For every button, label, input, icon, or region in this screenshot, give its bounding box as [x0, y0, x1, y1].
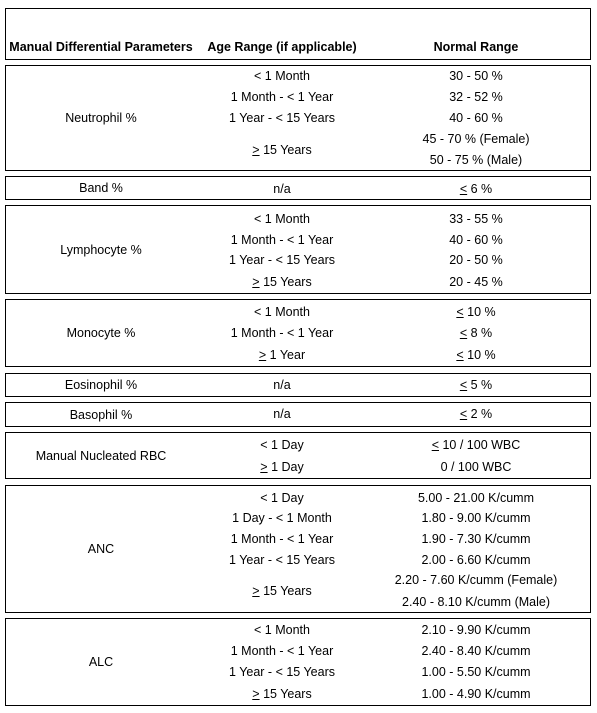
age-range: 1 Day - < 1 Month: [232, 511, 332, 525]
normal-range: 2.20 - 7.60 K/cumm (Female): [394, 573, 558, 587]
normal-range: 1.00 - 5.50 K/cumm: [421, 665, 531, 679]
normal-range: 5.00 - 21.00 K/cumm: [417, 491, 535, 505]
age-range-text: 15 Years: [263, 275, 312, 289]
age-range: 1 Month - < 1 Year: [230, 644, 334, 658]
ge-symbol: >: [258, 348, 267, 362]
age-range: 1 Month - < 1 Year: [230, 90, 334, 104]
normal-range: 1.90 - 7.30 K/cumm: [421, 532, 531, 546]
normal-range: [378, 375, 574, 395]
age-range-text: 15 Years: [263, 143, 312, 157]
age-range: [182, 140, 382, 160]
normal-range-text: 2 %: [470, 407, 493, 421]
normal-range: [378, 404, 574, 424]
normal-range-text: 8 %: [470, 326, 493, 340]
normal-range: [378, 435, 574, 455]
le-symbol: <: [459, 378, 468, 392]
normal-range: 50 - 75 % (Male): [429, 153, 523, 167]
table-row-basophil: [5, 402, 591, 427]
age-range: [182, 684, 382, 704]
table-row-neutrophil: [5, 65, 591, 171]
le-symbol: <: [431, 438, 439, 452]
table-row-band: [5, 176, 591, 200]
age-range: 1 Month - < 1 Year: [230, 532, 334, 546]
ge-symbol: >: [260, 460, 268, 474]
param-monocyte: Monocyte %: [66, 326, 136, 340]
age-range-text: 1 Year: [269, 348, 306, 362]
table-row-monocyte: [5, 299, 591, 367]
le-symbol: <: [456, 348, 464, 362]
param-band: Band %: [79, 181, 123, 195]
param-anc: ANC: [87, 542, 115, 556]
age-range: 1 Month - < 1 Year: [230, 326, 334, 340]
le-symbol: <: [456, 305, 464, 319]
age-range: [182, 457, 382, 477]
ge-symbol: >: [252, 275, 260, 289]
normal-range: 20 - 50 %: [449, 253, 503, 267]
normal-range: 40 - 60 %: [449, 111, 503, 125]
normal-range: 45 - 70 % (Female): [422, 132, 530, 146]
normal-range: [378, 179, 574, 199]
age-range: < 1 Month: [254, 69, 310, 83]
normal-range-text: 6 %: [470, 182, 493, 196]
normal-range: [378, 302, 574, 322]
normal-range: 33 - 55 %: [449, 212, 503, 226]
normal-range: 0 / 100 WBC: [440, 460, 512, 474]
ge-symbol: >: [252, 584, 260, 598]
param-lymphocyte: Lymphocyte %: [60, 242, 142, 257]
normal-range: 1.80 - 9.00 K/cumm: [421, 511, 531, 525]
normal-range: 2.40 - 8.10 K/cumm (Male): [402, 595, 550, 609]
age-range: [182, 272, 382, 292]
age-range: < 1 Month: [254, 212, 310, 226]
normal-range-text: 5 %: [470, 378, 493, 392]
age-range: n/a: [273, 182, 291, 196]
normal-range: 30 - 50 %: [449, 69, 503, 83]
normal-range: [378, 345, 574, 365]
age-range: 1 Year - < 15 Years: [229, 665, 335, 679]
header-parameters: [6, 9, 196, 59]
table-row-nucleated-rbc: [5, 432, 591, 479]
table-row-anc: [5, 485, 591, 613]
age-range: < 1 Day: [260, 438, 304, 452]
le-symbol: <: [459, 407, 468, 421]
age-range: < 1 Day: [260, 491, 304, 505]
age-range: < 1 Month: [254, 623, 310, 637]
param-eosinophil: Eosinophil %: [64, 378, 138, 392]
normal-range-text: 10 %: [467, 348, 496, 362]
age-range: < 1 Month: [254, 305, 310, 319]
header-age-range: [182, 9, 382, 59]
header-normal-range: [378, 9, 574, 59]
normal-range: 20 - 45 %: [449, 275, 503, 289]
age-range: [182, 581, 382, 601]
normal-range-text: 10 %: [467, 305, 496, 319]
age-range: 1 Year - < 15 Years: [229, 253, 335, 267]
header-age-range-label: Age Range (if applicable): [207, 40, 357, 54]
ge-symbol: >: [252, 143, 260, 157]
table-row-alc: [5, 618, 591, 706]
normal-range-text: 10 / 100 WBC: [442, 438, 521, 452]
param-neutrophil: Neutrophil %: [65, 111, 137, 125]
param-nucleated-rbc: Manual Nucleated RBC: [35, 448, 167, 463]
normal-range: 1.00 - 4.90 K/cumm: [421, 687, 531, 701]
ge-symbol: >: [252, 687, 260, 701]
table-row-lymphocyte: [5, 205, 591, 294]
normal-range: 2.10 - 9.90 K/cumm: [421, 623, 531, 637]
normal-range: 40 - 60 %: [449, 233, 503, 247]
age-range-text: 15 Years: [263, 687, 312, 701]
age-range-text: 15 Years: [263, 584, 312, 598]
table-header: [5, 8, 591, 60]
param-basophil: Basophil %: [69, 407, 133, 422]
age-range: 1 Month - < 1 Year: [230, 233, 334, 247]
header-normal-range-label: Normal Range: [433, 40, 519, 54]
age-range: n/a: [273, 378, 291, 392]
normal-range: 2.40 - 8.40 K/cumm: [421, 644, 531, 658]
age-range: n/a: [273, 407, 291, 421]
table-row-eosinophil: [5, 373, 591, 397]
le-symbol: <: [459, 182, 468, 196]
header-parameters-label: Manual Differential Parameters: [9, 40, 193, 54]
normal-range: [378, 323, 574, 343]
age-range-text: 1 Day: [271, 460, 304, 474]
param-alc: ALC: [88, 655, 114, 669]
age-range: [182, 345, 382, 365]
normal-range: 32 - 52 %: [449, 90, 503, 104]
le-symbol: <: [459, 326, 468, 340]
normal-range: 2.00 - 6.60 K/cumm: [421, 553, 531, 567]
age-range: 1 Year - < 15 Years: [229, 111, 335, 125]
age-range: 1 Year - < 15 Years: [229, 553, 335, 567]
